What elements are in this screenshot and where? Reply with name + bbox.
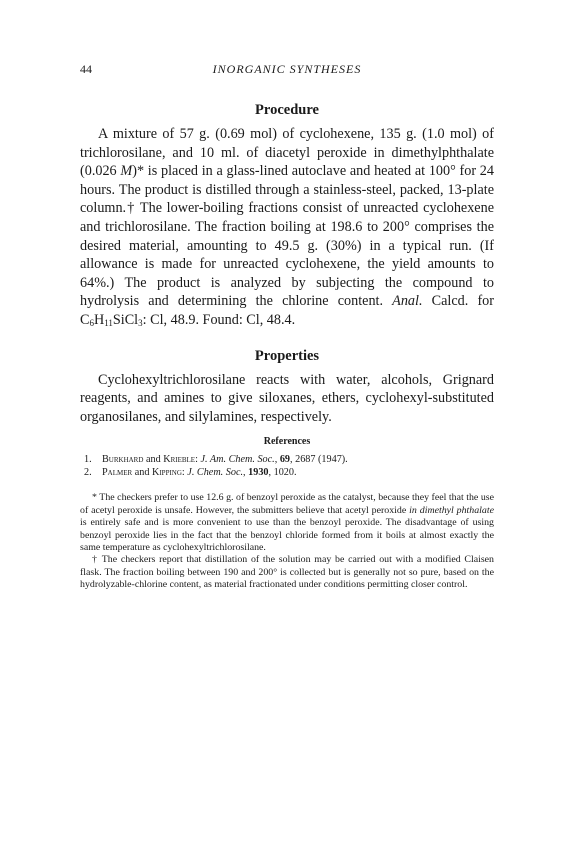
footnote-star: * The checkers prefer to use 12.6 g. of benzoyl peroxide as the catalyst, because they feel that the use of acetyl peroxide is unsafe. However, the submitters believe that acetyl peroxide in dimethyl phthalate is entirely safe and is more convenient to use than the benzoyl peroxide. The disadvantage of using benzoyl peroxide lies in the fact that the benzoyl chloride formed from it boils at almost exactly the same temperature as cyclohexyltrichlorosilane. [80,492,494,553]
footnotes [80,492,494,591]
footnote-dagger: † The checkers report that distillation of the solution may be carried out with a modified Claisen flask. The fraction boiling between 190 and 200° is collected but is generally not so pure, based on the hydrolyzable-chlorine content, as material fractionated under conditions permitting closer control. [80,554,494,591]
reference-item: 2. Palmer and Kipping: J. Chem. Soc., 1930, 1020. [84,467,297,479]
reference-item: 1. Burkhard and Krieble: J. Am. Chem. Soc., 69, 2687 (1947). [84,454,348,466]
running-header [80,62,494,80]
procedure-heading: Procedure [255,102,319,118]
references-heading: References [263,436,311,448]
running-title: INORGANIC SYNTHESES [212,62,362,76]
procedure-paragraph: A mixture of 57 g. (0.69 mol) of cyclohexene, 135 g. (1.0 mol) of trichlorosilane, and 10 ml. of diacetyl peroxide in dimethylphthalate (0.026 M)* is placed in a glass-lined autoclave and heated at 100° for 24 hours. The product is distilled through a stainless-steel, packed, 13-plate column.† The lower-boiling fractions consist of unreacted cyclohexene and trichlorosilane. The fraction boiling at 198.6 to 200° comprises the desired material, amounting to 49.5 g. (30%) in a typical run. (If allowance is made for unreacted cyclohexene, the yield amounts to 64%.) The product is analyzed by subjecting the compound to hydrolysis and determining the chlorine content. Anal. Calcd. for $C_6H_{11}SiCl_3$: Cl, 48.9. Found: Cl, 48.4. [80,126,494,328]
formula: $C_6H_{11}SiCl_3$ [80,311,143,328]
page [80,62,494,592]
page-number: 44 [80,62,92,76]
properties-paragraph: Cyclohexyltrichlorosilane reacts with water, alcohols, Grignard reagents, and amines to give siloxanes, ethers, cyclohexyl-substituted organosilanes, and silylamines, respectively. [80,371,494,425]
properties-heading: Properties [254,347,320,364]
